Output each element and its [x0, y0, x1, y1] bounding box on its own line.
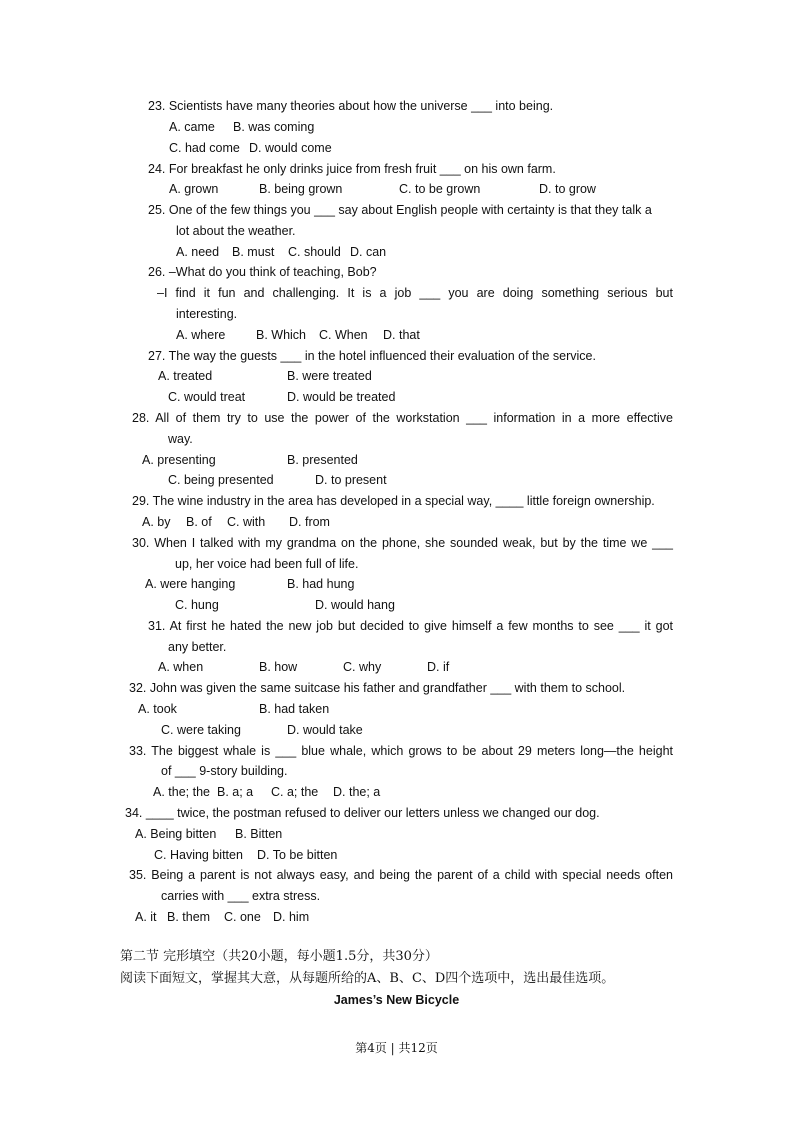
- q23-options-row1: [169, 117, 314, 138]
- q34-options-row2: [154, 845, 337, 866]
- q31-option-b: B. how: [259, 660, 298, 674]
- q28-options-row1: [142, 450, 358, 471]
- q25-option-c: C. should: [288, 245, 341, 259]
- q34-option-c: C. Having bitten: [154, 848, 243, 862]
- q33-option-b: B. a; a: [217, 785, 254, 799]
- q25-stem-line2: lot about the weather.: [176, 224, 296, 238]
- q33-option-a: A. the; the: [153, 785, 210, 799]
- q23-option-c: C. had come: [169, 141, 240, 155]
- q24-option-c: C. to be grown: [399, 182, 481, 196]
- q24-option-a: A. grown: [169, 182, 219, 196]
- q27-options-row1: [158, 366, 372, 387]
- q25-option-d: D. can: [350, 245, 387, 259]
- q35-option-c: C. one: [224, 910, 261, 924]
- q28-option-d: D. to present: [315, 473, 387, 487]
- q24-stem: 24. For breakfast he only drinks juice from fresh fruit ___ on his own farm.: [148, 162, 556, 176]
- q25-option-a: A. need: [176, 245, 220, 259]
- q23-options-row2: [169, 138, 332, 159]
- q32-option-c: C. were taking: [161, 723, 241, 737]
- q33-stem-line2: of ___ 9-story building.: [161, 764, 288, 778]
- q35-stem-line1: 35. Being a parent is not always easy, and being the parent of a child with special needs often: [129, 868, 673, 882]
- q29-option-d: D. from: [289, 515, 330, 529]
- q27-option-b: B. were treated: [287, 369, 372, 383]
- q33-option-d: D. the; a: [333, 785, 381, 799]
- q32-options-row1: [138, 699, 329, 720]
- q30-option-d: D. would hang: [315, 598, 395, 612]
- q24-option-b: B. being grown: [259, 182, 343, 196]
- q30-option-b: B. had hung: [287, 577, 355, 591]
- q27-stem: 27. The way the guests ___ in the hotel influenced their evaluation of the service.: [148, 349, 596, 363]
- q35-option-d: D. him: [273, 910, 310, 924]
- q34-option-a: A. Being bitten: [135, 827, 217, 841]
- q26-stem-line2: –I find it fun and challenging. It is a job ___ you are doing something serious but: [157, 286, 673, 300]
- q29-options: [142, 512, 330, 533]
- q35-option-a: A. it: [135, 910, 157, 924]
- q27-options-row2: [168, 387, 395, 408]
- q25-stem-line1: 25. One of the few things you ___ say about English people with certainty is that they talk a: [148, 203, 652, 217]
- q34-stem: 34. ____ twice, the postman refused to deliver our letters unless we changed our dog.: [125, 806, 600, 820]
- q33-option-c: C. a; the: [271, 785, 319, 799]
- q26-stem-line1: 26. –What do you think of teaching, Bob?: [148, 265, 377, 279]
- q32-option-d: D. would take: [287, 723, 363, 737]
- q26-options: [176, 325, 420, 346]
- q31-options: [158, 657, 449, 678]
- q23-option-d: D. would come: [249, 141, 332, 155]
- q34-options-row1: [135, 824, 282, 845]
- q23-option-b: B. was coming: [233, 120, 315, 134]
- q24-options: [169, 179, 596, 200]
- q31-stem-line1: 31. At first he hated the new job but decided to give himself a few months to see ___ it got: [148, 619, 673, 633]
- page-footer: 第4页 | 共12页: [355, 1041, 438, 1055]
- q31-option-d: D. if: [427, 660, 450, 674]
- q32-option-b: B. had taken: [259, 702, 330, 716]
- q26-option-a: A. where: [176, 328, 226, 342]
- q29-option-a: A. by: [142, 515, 171, 529]
- q26-option-b: B. Which: [256, 328, 307, 342]
- q30-stem-line2: up, her voice had been full of life.: [175, 557, 359, 571]
- q33-stem-line1: 33. The biggest whale is ___ blue whale, which grows to be about 29 meters long—the height: [129, 744, 673, 758]
- q35-option-b: B. them: [167, 910, 211, 924]
- q25-options: [176, 242, 386, 263]
- q33-options: [153, 782, 380, 803]
- q32-options-row2: [161, 720, 363, 741]
- q27-option-d: D. would be treated: [287, 390, 396, 404]
- q30-option-c: C. hung: [175, 598, 219, 612]
- q23-stem: 23. Scientists have many theories about how the universe ___ into being.: [148, 99, 554, 113]
- q35-options: [135, 907, 309, 928]
- q31-option-a: A. when: [158, 660, 204, 674]
- q30-stem-line1: 30. When I talked with my grandma on the phone, she sounded weak, but by the time we ___: [132, 536, 673, 550]
- q24-option-d: D. to grow: [539, 182, 596, 196]
- q32-option-a: A. took: [138, 702, 177, 716]
- passage-title: James’s New Bicycle: [333, 993, 460, 1007]
- q30-option-a: A. were hanging: [145, 577, 236, 591]
- q29-stem: 29. The wine industry in the area has developed in a special way, ____ little foreign ownership.: [132, 494, 655, 508]
- q26-stem-line3: interesting.: [176, 307, 238, 321]
- q34-option-b: B. Bitten: [235, 827, 283, 841]
- q26-option-c: C. When: [319, 328, 368, 342]
- q31-stem-line2: any better.: [168, 640, 227, 654]
- q28-stem-line1: 28. All of them try to use the power of the workstation ___ information in a more effective: [132, 411, 673, 425]
- q30-options-row2: [175, 595, 395, 616]
- q30-options-row1: [145, 574, 354, 595]
- section-instruction: 阅读下面短文，掌握其大意，从每题所给的A、B、C、D四个选项中，选出最佳选项。: [120, 971, 615, 986]
- section-heading: 第二节 完形填空（共20小题，每小题1.5分，共30分）: [120, 949, 438, 964]
- q27-option-c: C. would treat: [168, 390, 246, 404]
- q28-option-b: B. presented: [287, 453, 358, 467]
- q26-option-d: D. that: [383, 328, 420, 342]
- q29-option-c: C. with: [227, 515, 266, 529]
- q27-option-a: A. treated: [158, 369, 213, 383]
- q28-options-row2: [168, 470, 387, 491]
- q29-option-b: B. of: [186, 515, 212, 529]
- q34-option-d: D. To be bitten: [257, 848, 338, 862]
- q35-stem-line2: carries with ___ extra stress.: [161, 889, 321, 903]
- q28-stem-line2: way.: [168, 432, 193, 446]
- q28-option-a: A. presenting: [142, 453, 216, 467]
- q28-option-c: C. being presented: [168, 473, 274, 487]
- q31-option-c: C. why: [343, 660, 382, 674]
- q23-option-a: A. came: [169, 120, 215, 134]
- q25-option-b: B. must: [232, 245, 275, 259]
- q32-stem: 32. John was given the same suitcase his father and grandfather ___ with them to school.: [129, 681, 626, 695]
